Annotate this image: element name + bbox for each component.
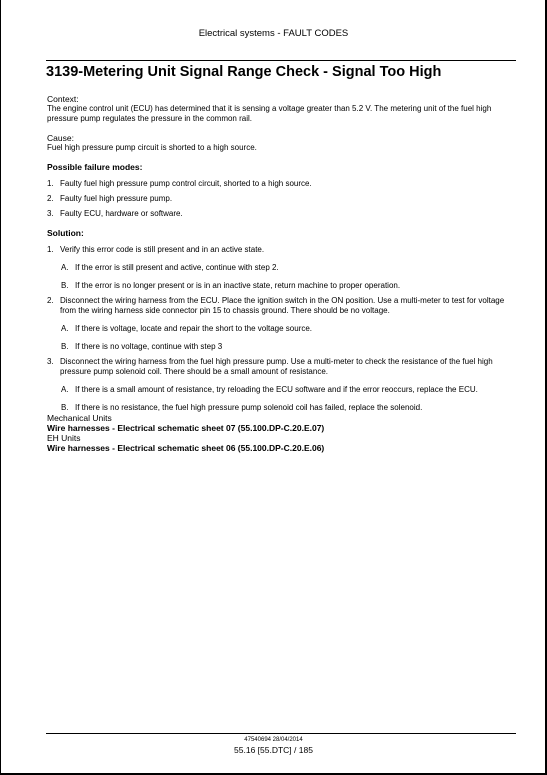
list-text: If there is no voltage, continue with step 3	[75, 342, 223, 351]
page-border-left	[0, 0, 1, 775]
list-letter: A.	[61, 324, 69, 333]
page-title: 3139-Metering Unit Signal Range Check - Signal Too High	[46, 64, 442, 80]
reference-link[interactable]: Wire harnesses - Electrical schematic sheet 07 (55.100.DP-C.20.E.07)	[47, 423, 325, 433]
list-number: 2.	[47, 296, 54, 305]
list-text: If there is voltage, locate and repair the short to the voltage source.	[75, 324, 313, 333]
document-body	[47, 94, 517, 453]
page-number: 55.16 [55.DTC] / 185	[234, 745, 313, 755]
solution-label: Solution:	[47, 228, 84, 238]
list-letter: B.	[61, 403, 69, 412]
list-number: 2.	[47, 194, 54, 203]
failure-mode-item	[47, 179, 517, 189]
list-text: Faulty fuel high pressure pump control circuit, shorted to a high source.	[60, 179, 312, 188]
solution-substep	[47, 342, 517, 352]
context-text: The engine control unit (ECU) has determined that it is sensing a voltage greater than 5.2 V. The metering unit of the fuel high pressure pump regulates the pressure in the common rail.	[47, 104, 492, 123]
references-section	[47, 413, 517, 453]
list-text: Disconnect the wiring harness from the fuel high pressure pump. Use a multi-meter to check the resistance of the fuel high pressure pump solenoid coil. There should be a small amount of resistance.	[60, 357, 493, 376]
document-code: 47540694 28/04/2014	[244, 737, 303, 743]
cause-text: Fuel high pressure pump circuit is shorted to a high source.	[47, 143, 257, 152]
failure-modes-section	[47, 162, 517, 219]
list-text: If the error is still present and active, continue with step 2.	[75, 263, 279, 272]
list-text: If the error is no longer present or is in an inactive state, return machine to proper operation.	[75, 281, 401, 290]
list-text: Faulty ECU, hardware or software.	[60, 209, 183, 218]
list-number: 3.	[47, 209, 54, 218]
solution-substep	[47, 263, 517, 273]
solution-substep	[47, 385, 517, 395]
failure-mode-item	[47, 209, 517, 219]
list-letter: A.	[61, 385, 69, 394]
reference-link[interactable]: Wire harnesses - Electrical schematic sheet 06 (55.100.DP-C.20.E.06)	[47, 443, 325, 453]
list-number: 1.	[47, 245, 54, 254]
header-rule	[46, 60, 516, 61]
solution-substep	[47, 324, 517, 334]
cause-section	[47, 133, 517, 153]
list-text: Verify this error code is still present and in an active state.	[60, 245, 265, 254]
solution-step	[47, 296, 517, 316]
solution-substep	[47, 281, 517, 291]
list-text: If there is no resistance, the fuel high pressure pump solenoid coil has failed, replace the solenoid.	[75, 403, 423, 412]
reference-unit-label: EH Units	[47, 433, 81, 443]
list-letter: A.	[61, 263, 69, 272]
list-text: If there is a small amount of resistance, try reloading the ECU software and if the error reoccurs, replace the ECU.	[75, 385, 478, 394]
context-label: Context:	[47, 94, 79, 104]
context-section	[47, 94, 517, 124]
list-letter: B.	[61, 281, 69, 290]
solution-step	[47, 245, 517, 255]
cause-label: Cause:	[47, 133, 74, 143]
footer-rule	[46, 733, 516, 734]
list-letter: B.	[61, 342, 69, 351]
solution-section	[47, 228, 517, 413]
solution-step	[47, 357, 517, 377]
list-number: 1.	[47, 179, 54, 188]
list-number: 3.	[47, 357, 54, 366]
page-header: Electrical systems - FAULT CODES	[198, 28, 349, 39]
solution-substep	[47, 403, 517, 413]
failure-mode-item	[47, 194, 517, 204]
reference-unit-label: Mechanical Units	[47, 413, 112, 423]
list-text: Disconnect the wiring harness from the ECU. Place the ignition switch in the ON position. Use a multi-meter to test for voltage from the wiring harness side connector pin 15 to chassis ground. There should be no voltage.	[60, 296, 505, 315]
failure-modes-label: Possible failure modes:	[47, 162, 143, 172]
list-text: Faulty fuel high pressure pump.	[60, 194, 173, 203]
